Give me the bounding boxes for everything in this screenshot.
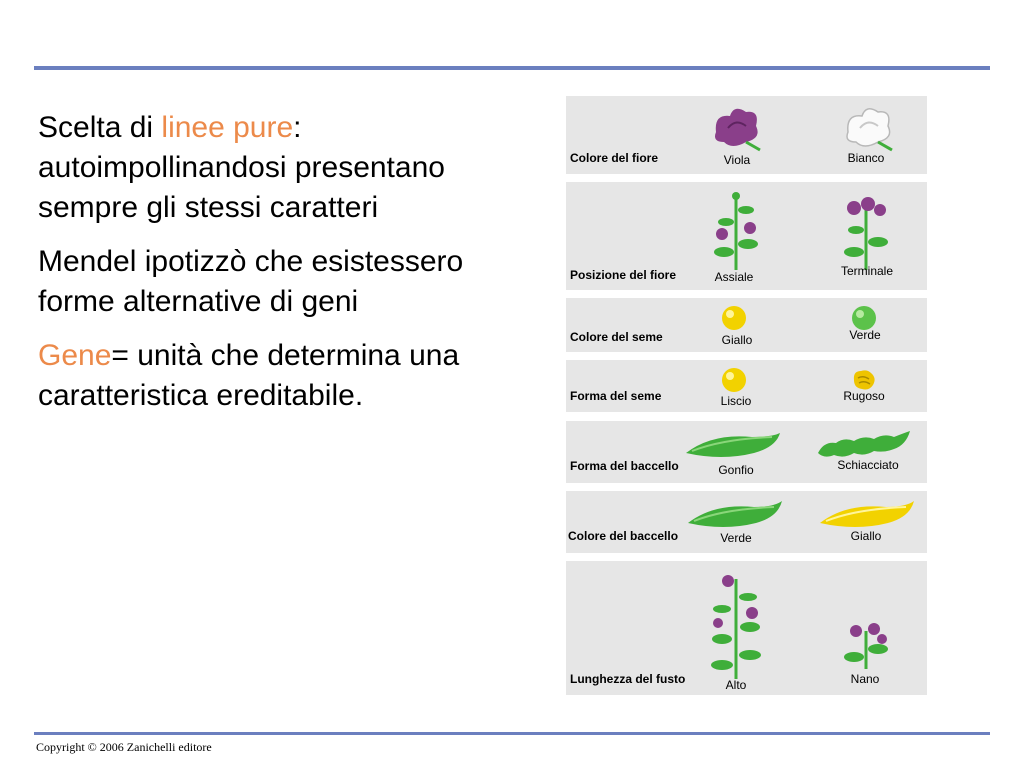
trait-panel-flower-position xyxy=(566,182,927,290)
value-b: Terminale xyxy=(840,264,894,278)
value-a: Liscio xyxy=(720,394,752,408)
trait-label: Posizione del fiore xyxy=(570,268,677,282)
paragraph-linee-pure xyxy=(38,108,508,228)
top-rule xyxy=(34,66,990,70)
axial-flower-plant-icon xyxy=(712,192,762,270)
copyright-text: Copyright © 2006 Zanichelli editore xyxy=(36,740,212,754)
value-b: Rugoso xyxy=(843,389,885,403)
value-b: Schiacciato xyxy=(837,458,899,472)
value-a: Alto xyxy=(725,678,747,692)
slide-text xyxy=(38,108,508,430)
trait-panel-seed-color xyxy=(566,298,927,352)
trait-label: Colore del fiore xyxy=(570,151,659,165)
value-a: Assiale xyxy=(714,270,754,284)
white-flower-icon xyxy=(838,102,898,154)
smooth-seed-icon xyxy=(720,366,748,394)
value-b: Nano xyxy=(850,672,880,686)
trait-label: Forma del seme xyxy=(570,389,662,403)
value-a: Verde xyxy=(720,531,752,545)
value-a: Viola xyxy=(723,153,751,167)
trait-label: Lunghezza del fusto xyxy=(570,672,686,686)
value-b: Giallo xyxy=(850,529,882,543)
trait-label: Forma del baccello xyxy=(570,459,679,473)
para1-post: : autoimpollinandosi presentano sempre gli stessi caratteri xyxy=(38,111,445,224)
para3-post: = unità che determina una caratteristica ereditabile. xyxy=(38,339,460,412)
para1-pre: Scelta di xyxy=(38,111,162,144)
yellow-pod-icon xyxy=(816,495,916,531)
green-pod-icon xyxy=(684,495,784,531)
value-a: Gonfio xyxy=(718,463,754,477)
dwarf-plant-icon xyxy=(842,621,892,669)
inflated-pod-icon xyxy=(682,427,784,463)
trait-panel-pod-color xyxy=(566,491,927,553)
value-a: Giallo xyxy=(721,333,753,347)
trait-label: Colore del baccello xyxy=(568,529,679,543)
paragraph-mendel: Mendel ipotizzò che esistessero forme alternative di geni xyxy=(38,245,464,318)
trait-label: Colore del seme xyxy=(570,330,663,344)
terminal-flower-plant-icon xyxy=(842,196,892,270)
term-gene: Gene xyxy=(38,339,112,372)
tall-plant-icon xyxy=(706,573,766,679)
bottom-rule xyxy=(34,732,990,735)
term-linee-pure: linee pure xyxy=(161,111,294,144)
yellow-seed-icon xyxy=(720,304,748,332)
trait-panel-seed-shape xyxy=(566,360,927,412)
paragraph-gene xyxy=(38,336,508,416)
trait-panel-pod-shape xyxy=(566,421,927,483)
value-b: Bianco xyxy=(847,151,885,165)
value-b: Verde xyxy=(849,328,881,342)
violet-flower-icon xyxy=(706,102,766,154)
trait-panel-flower-color xyxy=(566,96,927,174)
trait-panel-stem-length xyxy=(566,561,927,695)
